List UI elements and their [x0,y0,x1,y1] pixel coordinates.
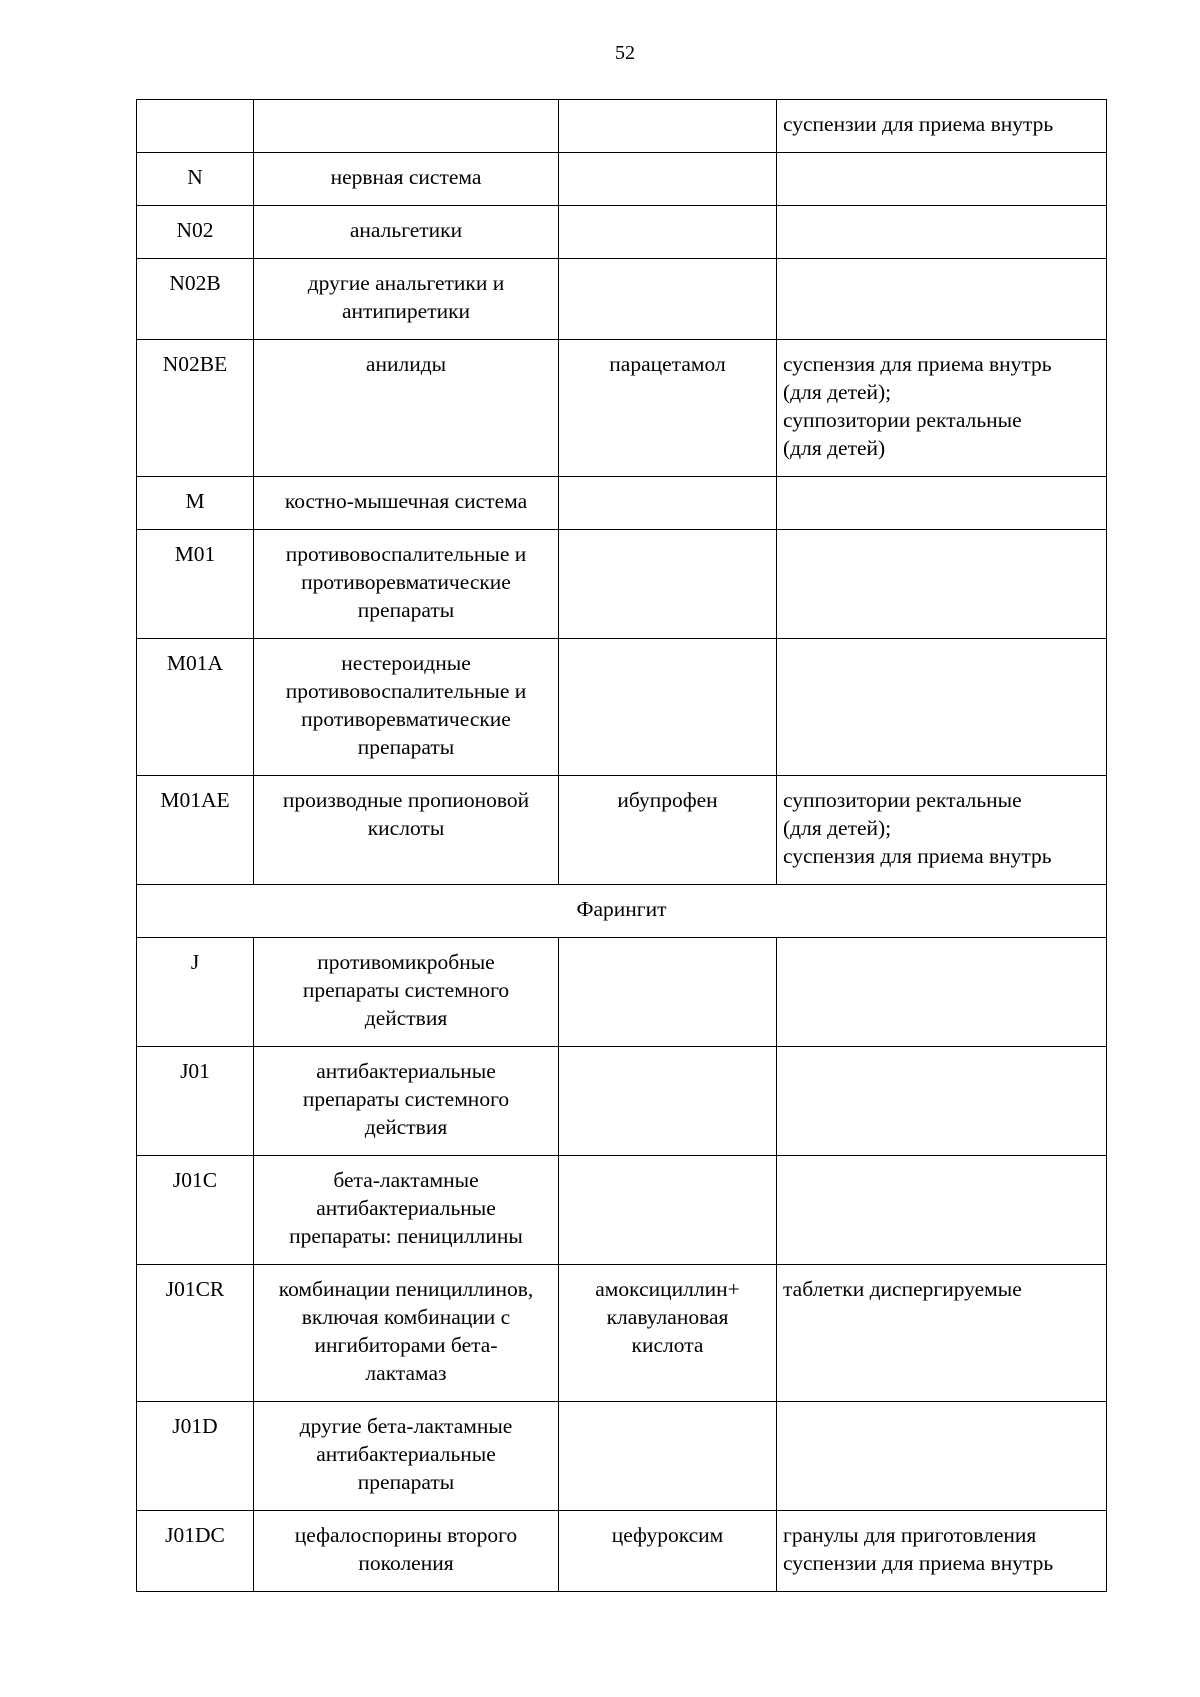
drug-classification-table [136,99,1107,1592]
dosage-form-cell: суспензии для приема внутрь [777,100,1107,153]
drug-name-cell [559,530,777,639]
drug-name-cell [559,1402,777,1511]
atc-group-cell: анилиды [254,340,559,477]
page-number: 52 [615,42,635,64]
drug-name-cell [559,1047,777,1156]
dosage-form-cell [777,639,1107,776]
drug-name-cell [559,153,777,206]
atc-group-cell: цефалоспорины второго поколения [254,1511,559,1592]
atc-code-cell: J01DC [137,1511,254,1592]
drug-name-cell [559,477,777,530]
drug-name-cell [559,1156,777,1265]
atc-group-cell: бета-лактамные антибактериальные препараты: пенициллины [254,1156,559,1265]
atc-code-cell: N02BE [137,340,254,477]
atc-group-cell: комбинации пенициллинов, включая комбинации с ингибиторами бета- лактамаз [254,1265,559,1402]
table-row [137,1402,1107,1511]
atc-code-cell: J01 [137,1047,254,1156]
atc-group-cell: нестероидные противовоспалительные и противоревматические препараты [254,639,559,776]
atc-group-cell: противовоспалительные и противоревматические препараты [254,530,559,639]
atc-group-cell: анальгетики [254,206,559,259]
table-row [137,1047,1107,1156]
dosage-form-cell [777,206,1107,259]
dosage-form-cell [777,1402,1107,1511]
atc-code-cell [137,100,254,153]
dosage-form-cell [777,938,1107,1047]
table-row [137,1265,1107,1402]
atc-code-cell: J [137,938,254,1047]
dosage-form-cell: гранулы для приготовления суспензии для приема внутрь [777,1511,1107,1592]
atc-group-cell: противомикробные препараты системного действия [254,938,559,1047]
atc-group-cell: другие анальгетики и антипиретики [254,259,559,340]
dosage-form-cell [777,477,1107,530]
atc-code-cell: M01A [137,639,254,776]
atc-code-cell: M [137,477,254,530]
table-row [137,340,1107,477]
drug-name-cell: парацетамол [559,340,777,477]
drug-name-cell [559,206,777,259]
table-body [137,100,1107,1592]
table-row [137,206,1107,259]
section-title: Фарингит [137,885,1107,938]
dosage-form-cell: таблетки диспергируемые [777,1265,1107,1402]
section-row [137,885,1107,938]
drug-name-cell [559,100,777,153]
table-row [137,477,1107,530]
table-row [137,938,1107,1047]
drug-name-cell: амоксициллин+ клавулановая кислота [559,1265,777,1402]
dosage-form-cell [777,1047,1107,1156]
dosage-form-cell: суппозитории ректальные (для детей); суспензия для приема внутрь [777,776,1107,885]
drug-name-cell [559,259,777,340]
atc-code-cell: M01 [137,530,254,639]
atc-code-cell: N02 [137,206,254,259]
atc-code-cell: J01D [137,1402,254,1511]
atc-code-cell: M01AE [137,776,254,885]
table-row [137,1156,1107,1265]
dosage-form-cell [777,530,1107,639]
table-row [137,776,1107,885]
table-row [137,530,1107,639]
atc-code-cell: J01C [137,1156,254,1265]
drug-name-cell: цефуроксим [559,1511,777,1592]
drug-name-cell: ибупрофен [559,776,777,885]
table-row [137,100,1107,153]
drug-name-cell [559,938,777,1047]
dosage-form-cell [777,153,1107,206]
atc-group-cell [254,100,559,153]
atc-group-cell: костно-мышечная система [254,477,559,530]
table-row [137,153,1107,206]
atc-group-cell: производные пропионовой кислоты [254,776,559,885]
atc-code-cell: N02B [137,259,254,340]
atc-group-cell: антибактериальные препараты системного действия [254,1047,559,1156]
atc-group-cell: другие бета-лактамные антибактериальные препараты [254,1402,559,1511]
table-row [137,639,1107,776]
atc-group-cell: нервная система [254,153,559,206]
dosage-form-cell: суспензия для приема внутрь (для детей); суппозитории ректальные (для детей) [777,340,1107,477]
table-row [137,1511,1107,1592]
dosage-form-cell [777,259,1107,340]
dosage-form-cell [777,1156,1107,1265]
drug-name-cell [559,639,777,776]
atc-code-cell: N [137,153,254,206]
atc-code-cell: J01CR [137,1265,254,1402]
table-row [137,259,1107,340]
